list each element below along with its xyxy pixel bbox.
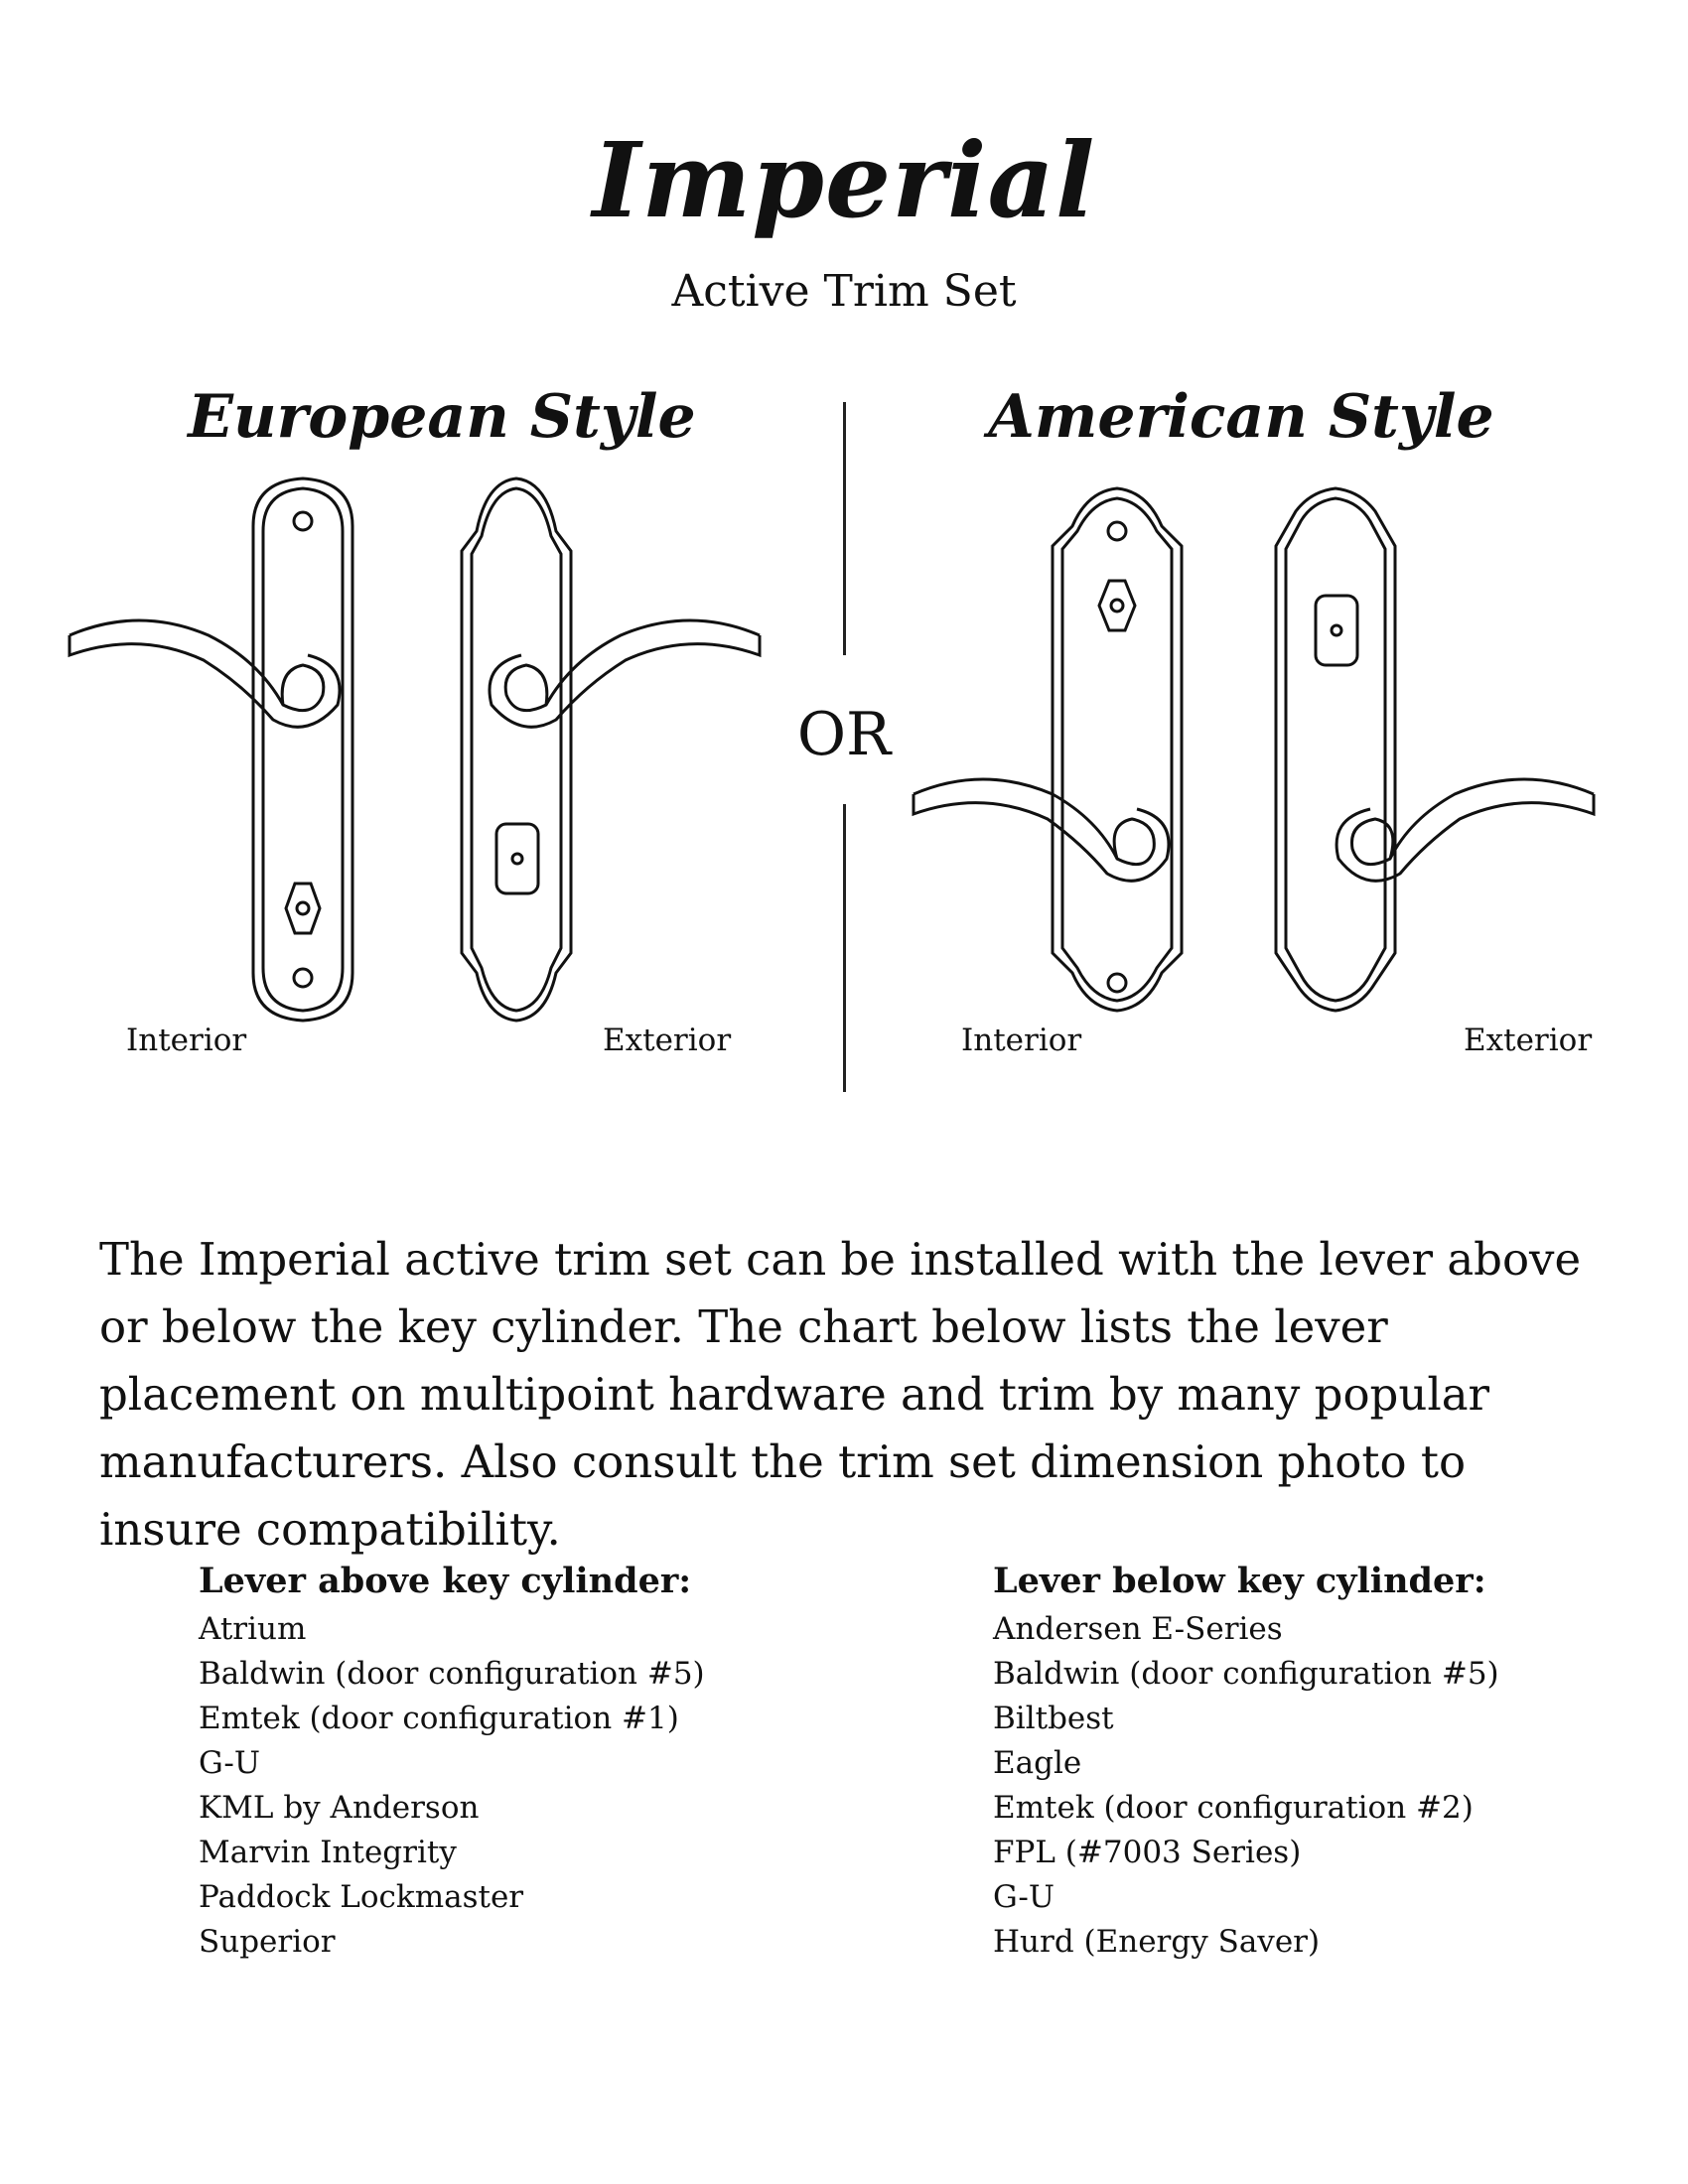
american-exterior-plate (1276, 488, 1395, 1011)
list-item: Superior (199, 1924, 336, 1960)
american-exterior-label: Exterior (1464, 1023, 1593, 1058)
list-item: Emtek (door configuration #2) (993, 1790, 1474, 1826)
list-item: Paddock Lockmaster (199, 1879, 524, 1915)
european-interior-plate (253, 478, 352, 1021)
list-item: Emtek (door configuration #1) (199, 1701, 679, 1736)
lever-below-heading: Lever below key cylinder: (993, 1561, 1486, 1601)
list-item: Andersen E-Series (993, 1611, 1283, 1647)
european-style-heading: European Style (188, 382, 696, 452)
european-interior-lever (70, 620, 340, 727)
page-subtitle: Active Trim Set (671, 266, 1017, 317)
divider-top (843, 402, 846, 655)
lever-above-list (199, 1559, 914, 1965)
list-item: Atrium (199, 1611, 307, 1647)
description-paragraph: The Imperial active trim set can be installed with the lever above or below the key cylinder. The chart below lists the lever placement on multipoint hardware and trim by many popular manufacturers. Also consult the trim set dimension photo to insure compatibility. (99, 1233, 1582, 1556)
list-item: G-U (993, 1879, 1055, 1915)
list-item: FPL (#7003 Series) (993, 1835, 1302, 1870)
list-item: KML by Anderson (199, 1790, 480, 1826)
key-cylinder-icon (496, 824, 538, 893)
thumbturn-icon (1099, 581, 1135, 630)
european-interior-label: Interior (126, 1023, 247, 1058)
page-title: Imperial (592, 119, 1096, 241)
european-exterior-label: Exterior (603, 1023, 732, 1058)
list-item: Biltbest (993, 1701, 1114, 1736)
list-item: G-U (199, 1745, 260, 1781)
or-text: OR (796, 700, 892, 769)
list-item: Baldwin (door configuration #5) (993, 1656, 1499, 1692)
american-interior-plate (1053, 488, 1182, 1011)
american-interior-lever (914, 779, 1169, 881)
european-trim-drawing (60, 467, 794, 1042)
screw-icon (294, 969, 312, 987)
european-exterior-lever (490, 620, 760, 727)
list-item: Baldwin (door configuration #5) (199, 1656, 705, 1692)
divider-bottom (843, 804, 846, 1092)
screw-icon (1108, 974, 1126, 992)
key-cylinder-icon (1316, 596, 1357, 665)
american-style-heading: American Style (988, 382, 1494, 452)
screw-icon (1108, 522, 1126, 540)
lever-below-list (993, 1559, 1688, 1965)
american-exterior-lever (1336, 779, 1594, 881)
list-item: Marvin Integrity (199, 1835, 457, 1870)
american-trim-drawing (894, 467, 1628, 1042)
american-interior-label: Interior (961, 1023, 1082, 1058)
european-exterior-plate (462, 478, 571, 1021)
screw-icon (294, 512, 312, 530)
lever-above-heading: Lever above key cylinder: (199, 1561, 692, 1601)
thumbturn-icon (286, 884, 320, 933)
list-item: Eagle (993, 1745, 1082, 1781)
list-item: Hurd (Energy Saver) (993, 1924, 1321, 1960)
